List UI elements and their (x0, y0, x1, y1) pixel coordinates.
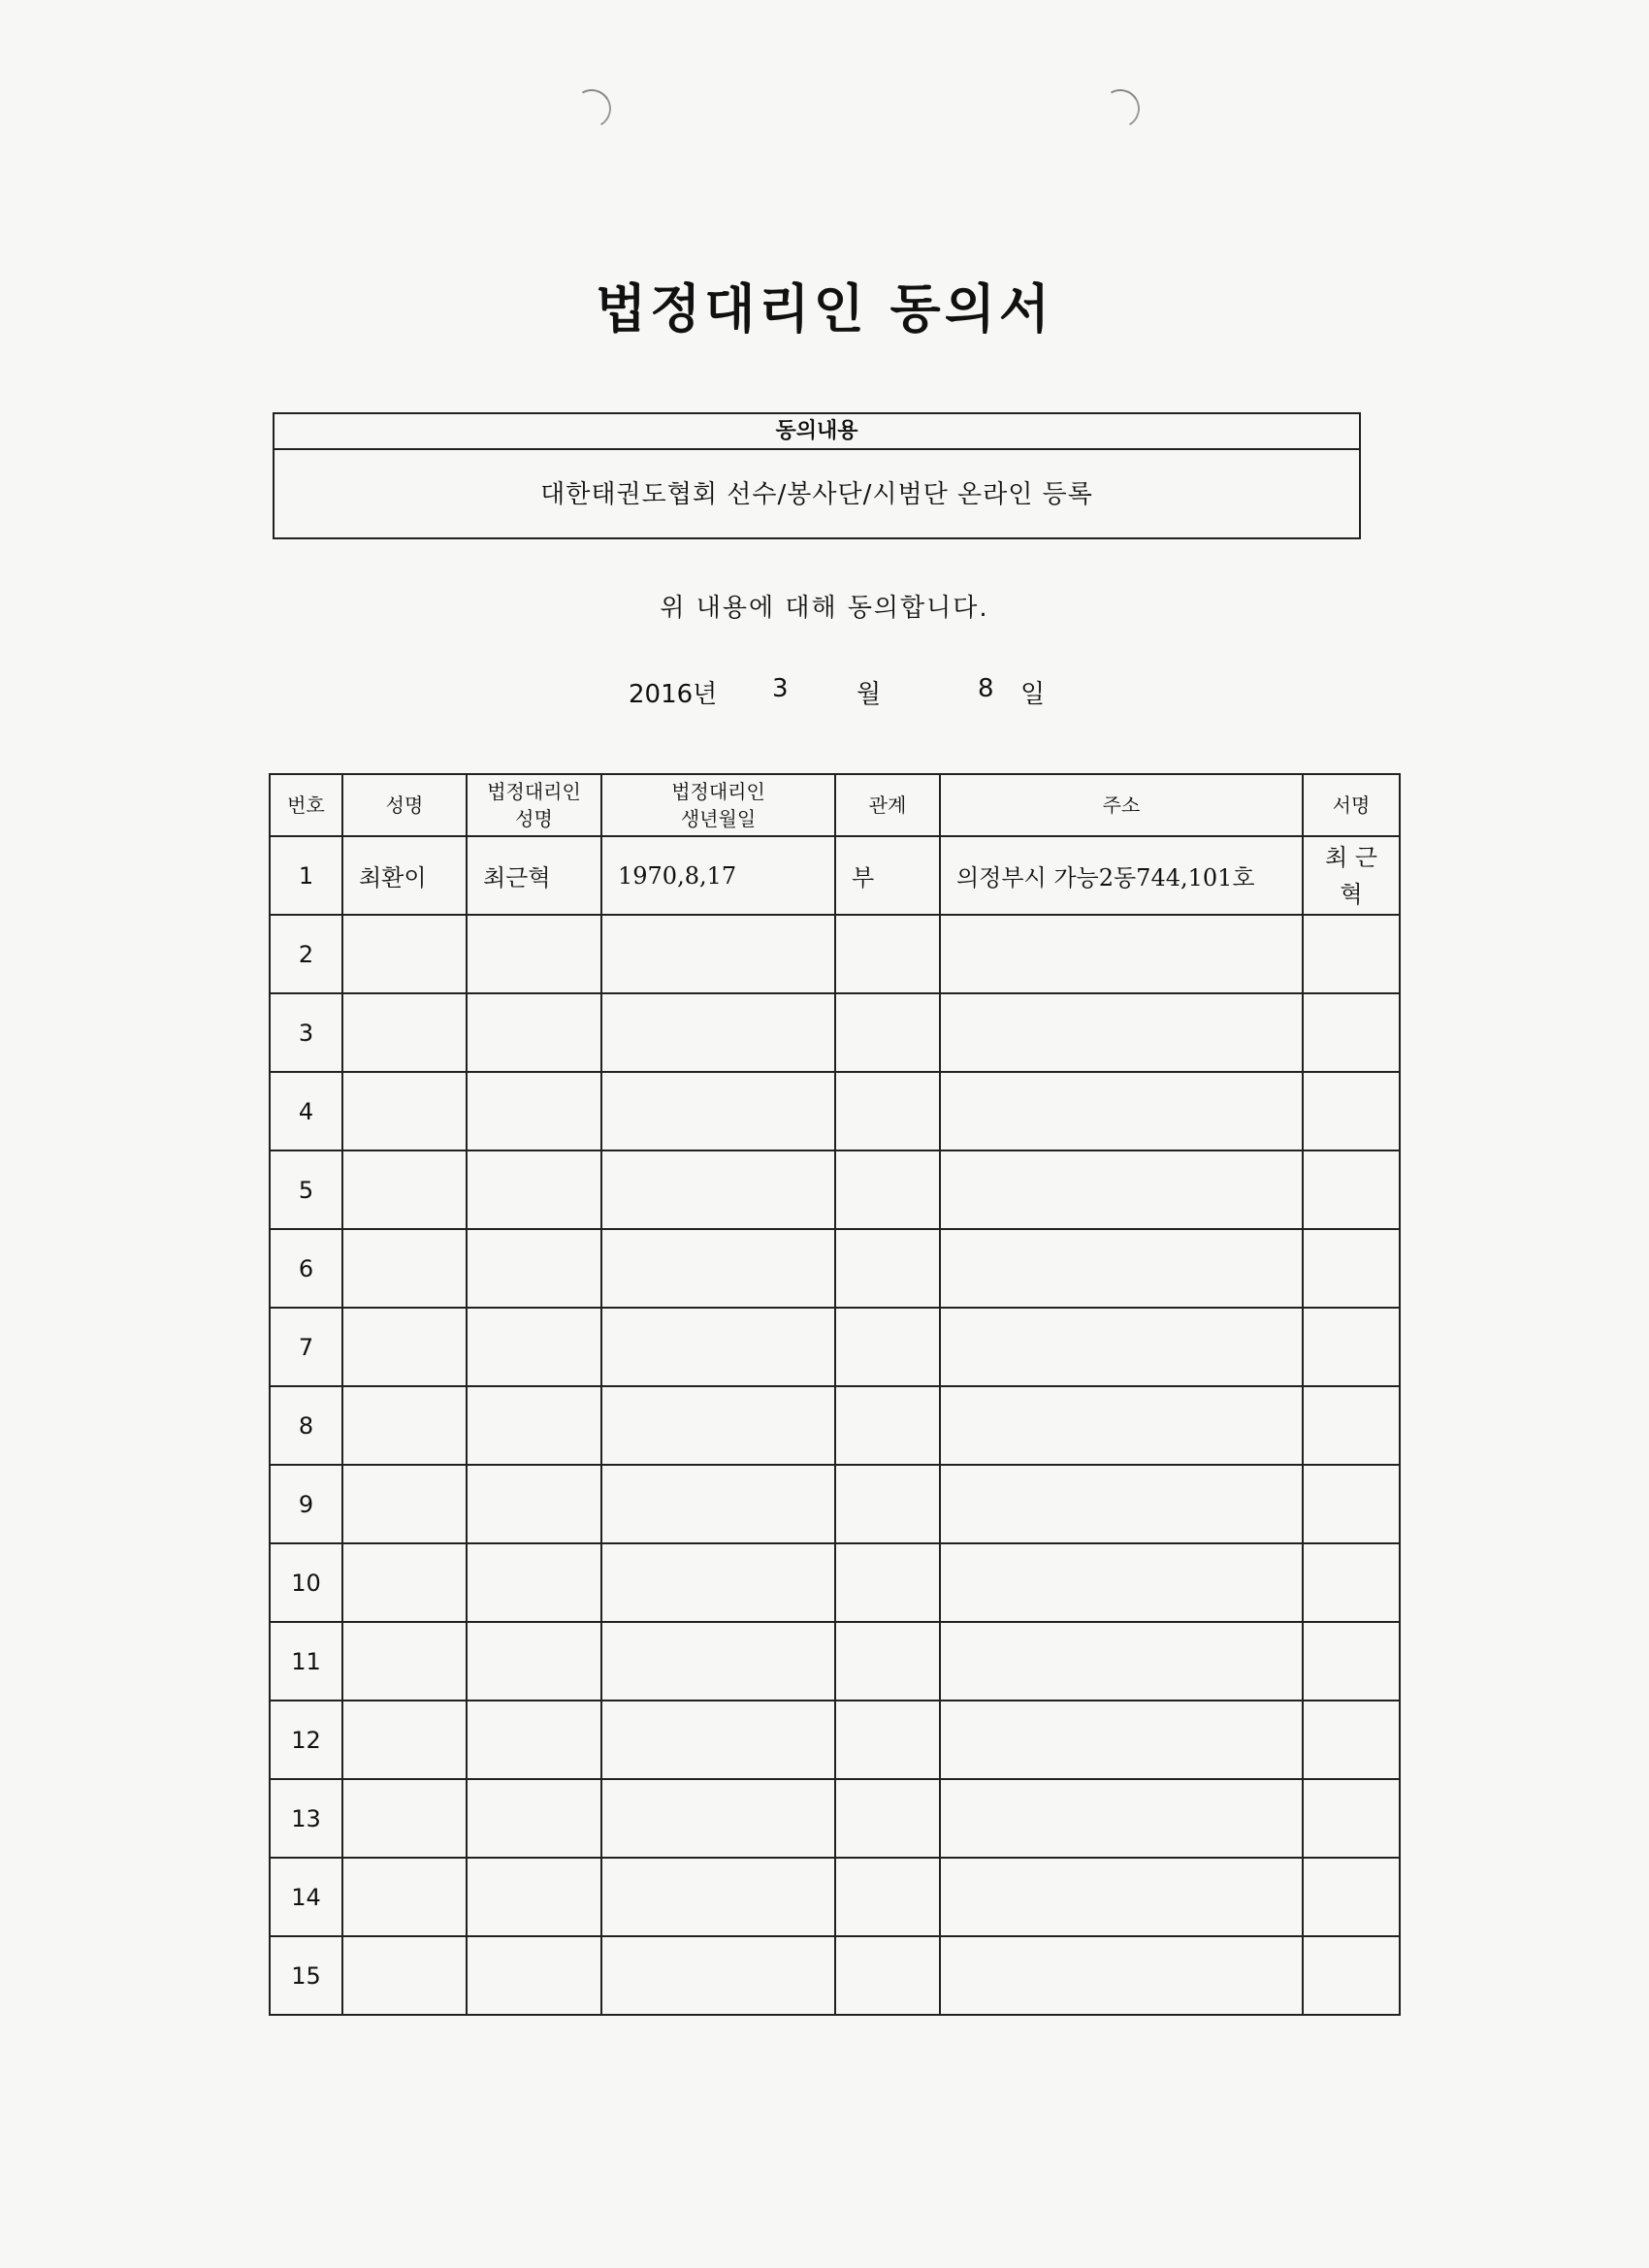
row-signature (1303, 1543, 1400, 1622)
row-name (342, 1622, 467, 1701)
row-guardian-birth (601, 915, 835, 993)
table-row (270, 1936, 1400, 2015)
date-day: 8 (978, 674, 994, 703)
row-guardian-birth (601, 1936, 835, 2015)
punch-hole-right (1097, 85, 1145, 133)
row-signature (1303, 1779, 1400, 1858)
row-guardian-name (467, 1543, 601, 1622)
row-name (342, 1858, 467, 1936)
punch-hole-left (568, 85, 616, 133)
table-row (270, 1072, 1400, 1150)
row-name (342, 1779, 467, 1858)
row-guardian-name (467, 1150, 601, 1229)
row-signature: 최 근 혁 (1303, 836, 1400, 915)
date-year: 2016년 (629, 680, 718, 709)
row-number: 6 (270, 1229, 342, 1308)
row-signature (1303, 993, 1400, 1072)
row-address (940, 1229, 1303, 1308)
row-guardian-name (467, 993, 601, 1072)
row-number: 11 (270, 1622, 342, 1701)
table-row (270, 1386, 1400, 1465)
row-signature (1303, 1308, 1400, 1386)
header-number: 번호 (270, 774, 342, 836)
row-guardian-birth (601, 1386, 835, 1465)
row-signature (1303, 1386, 1400, 1465)
row-address (940, 1308, 1303, 1386)
row-name (342, 1465, 467, 1543)
row-relation (835, 1779, 940, 1858)
table-row (270, 915, 1400, 993)
row-number: 4 (270, 1072, 342, 1150)
row-address (940, 1150, 1303, 1229)
table-row (270, 1779, 1400, 1858)
row-address (940, 1072, 1303, 1150)
row-relation (835, 1701, 940, 1779)
row-guardian-name (467, 915, 601, 993)
date-month: 3 (772, 674, 789, 703)
row-relation (835, 993, 940, 1072)
table-row (270, 1308, 1400, 1386)
row-number: 14 (270, 1858, 342, 1936)
header-name: 성명 (342, 774, 467, 836)
row-guardian-name (467, 1308, 601, 1386)
header-address: 주소 (940, 774, 1303, 836)
row-number: 3 (270, 993, 342, 1072)
row-guardian-name (467, 1936, 601, 2015)
date-month-unit: 월 (857, 680, 882, 709)
row-guardian-name (467, 1386, 601, 1465)
row-address (940, 1936, 1303, 2015)
row-guardian-name (467, 1072, 601, 1150)
row-address: 의정부시 가능2동744,101호 (940, 836, 1303, 915)
row-name (342, 1386, 467, 1465)
table-row (270, 1150, 1400, 1229)
row-relation (835, 1072, 940, 1150)
row-guardian-birth (601, 1150, 835, 1229)
row-relation (835, 1622, 940, 1701)
row-address (940, 1701, 1303, 1779)
row-name (342, 993, 467, 1072)
header-relation: 관계 (835, 774, 940, 836)
row-name (342, 1936, 467, 2015)
row-guardian-name (467, 1779, 601, 1858)
row-guardian-birth (601, 1308, 835, 1386)
row-guardian-birth (601, 993, 835, 1072)
row-signature (1303, 1465, 1400, 1543)
row-guardian-birth (601, 1543, 835, 1622)
row-guardian-name (467, 1465, 601, 1543)
row-relation (835, 1229, 940, 1308)
row-address (940, 915, 1303, 993)
row-signature (1303, 1936, 1400, 2015)
row-guardian-birth: 1970,8,17 (601, 836, 835, 915)
row-relation (835, 915, 940, 993)
row-number: 5 (270, 1150, 342, 1229)
row-guardian-name (467, 1701, 601, 1779)
row-name (342, 1229, 467, 1308)
row-signature (1303, 915, 1400, 993)
row-guardian-name (467, 1858, 601, 1936)
consent-text: 대한태권도협회 선수/봉사단/시범단 온라인 등록 (540, 480, 1093, 509)
row-number: 13 (270, 1779, 342, 1858)
header-guardian-birth: 법정대리인 생년월일 (601, 774, 835, 836)
row-number: 2 (270, 915, 342, 993)
row-relation (835, 1936, 940, 2015)
row-guardian-name: 최근혁 (467, 836, 601, 915)
row-relation (835, 1386, 940, 1465)
header-signature: 서명 (1303, 774, 1400, 836)
row-signature (1303, 1701, 1400, 1779)
row-address (940, 1779, 1303, 1858)
row-number: 15 (270, 1936, 342, 2015)
table-row (270, 1701, 1400, 1779)
row-name (342, 1072, 467, 1150)
row-number: 12 (270, 1701, 342, 1779)
table-row (270, 1229, 1400, 1308)
row-number: 8 (270, 1386, 342, 1465)
row-number: 9 (270, 1465, 342, 1543)
table-row (270, 836, 1400, 915)
table-row (270, 1622, 1400, 1701)
row-number: 10 (270, 1543, 342, 1622)
row-signature (1303, 1150, 1400, 1229)
row-signature (1303, 1858, 1400, 1936)
row-address (940, 993, 1303, 1072)
guardian-table (269, 773, 1401, 2016)
row-name (342, 1543, 467, 1622)
row-name (342, 1308, 467, 1386)
date-day-unit: 일 (1020, 680, 1046, 709)
consent-box (273, 412, 1361, 539)
row-address (940, 1465, 1303, 1543)
row-signature (1303, 1072, 1400, 1150)
agree-statement: 위 내용에 대해 동의합니다. (660, 594, 989, 623)
row-name (342, 1150, 467, 1229)
header-guardian-name: 법정대리인 성명 (467, 774, 601, 836)
row-number: 1 (270, 836, 342, 915)
row-signature (1303, 1229, 1400, 1308)
row-address (940, 1858, 1303, 1936)
row-relation (835, 1465, 940, 1543)
row-relation (835, 1858, 940, 1936)
document-title: 법정대리인 동의서 (595, 277, 1054, 340)
row-guardian-name (467, 1229, 601, 1308)
row-address (940, 1386, 1303, 1465)
row-guardian-birth (601, 1779, 835, 1858)
row-relation (835, 1543, 940, 1622)
row-relation (835, 1308, 940, 1386)
row-address (940, 1622, 1303, 1701)
table-row (270, 993, 1400, 1072)
row-guardian-birth (601, 1072, 835, 1150)
consent-header: 동의내용 (275, 414, 1359, 450)
row-relation: 부 (835, 836, 940, 915)
row-guardian-birth (601, 1229, 835, 1308)
row-guardian-birth (601, 1622, 835, 1701)
table-row (270, 1543, 1400, 1622)
row-address (940, 1543, 1303, 1622)
table-row (270, 1858, 1400, 1936)
row-guardian-birth (601, 1858, 835, 1936)
table-header-row (270, 774, 1400, 836)
row-name (342, 1701, 467, 1779)
row-guardian-birth (601, 1701, 835, 1779)
table-row (270, 1465, 1400, 1543)
row-name (342, 915, 467, 993)
row-name: 최환이 (342, 836, 467, 915)
row-guardian-birth (601, 1465, 835, 1543)
row-guardian-name (467, 1622, 601, 1701)
row-number: 7 (270, 1308, 342, 1386)
row-relation (835, 1150, 940, 1229)
row-signature (1303, 1622, 1400, 1701)
